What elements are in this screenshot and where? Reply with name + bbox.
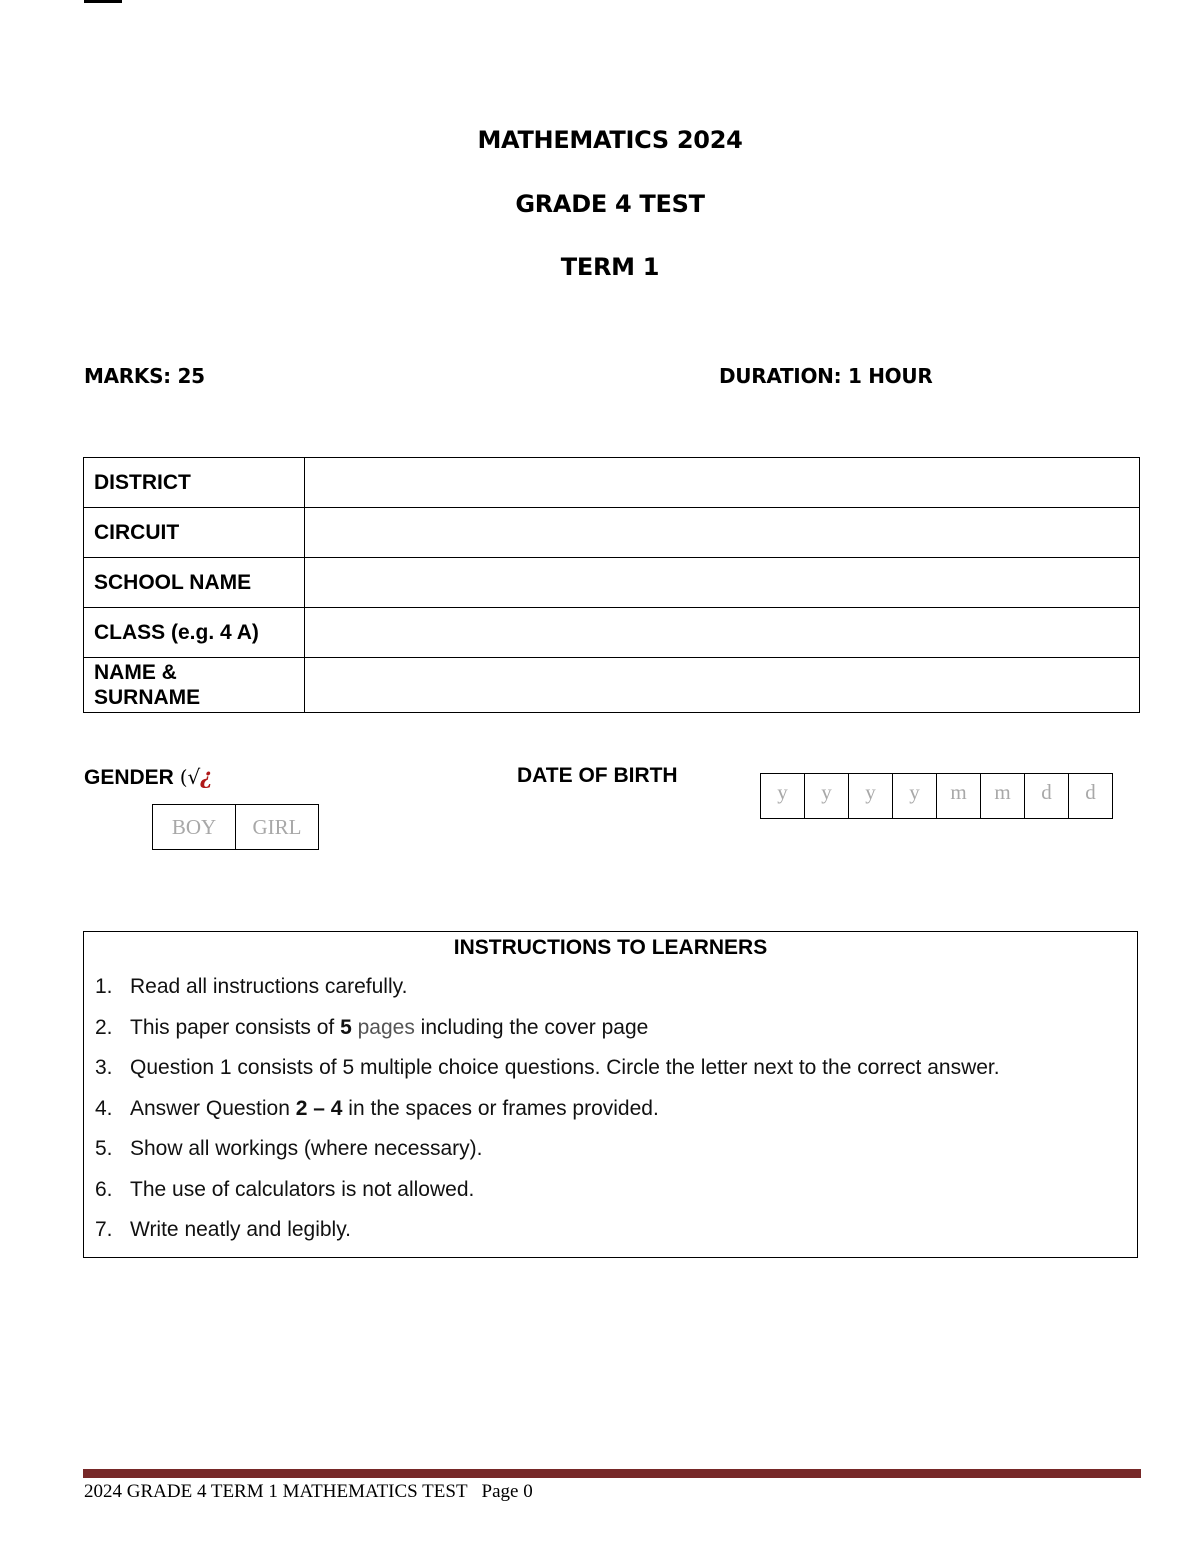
table-row xyxy=(84,508,1140,558)
table-row xyxy=(84,558,1140,608)
item-text xyxy=(130,1014,648,1042)
item-text-part: Answer Question xyxy=(130,1096,296,1120)
gender-selector xyxy=(152,804,319,850)
dob-month-box[interactable]: m xyxy=(981,774,1025,819)
tick-instruction: (√ xyxy=(179,765,201,789)
item-number: 7. xyxy=(95,1218,113,1241)
item-number: 5. xyxy=(95,1137,113,1160)
item-text-bold: 2 – 4 xyxy=(295,1096,343,1120)
dob-year-box[interactable]: y xyxy=(893,774,937,819)
marks-label: MARKS: 25 xyxy=(84,364,205,388)
item-text-part: including the cover page xyxy=(414,1015,649,1039)
name-label-line2: SURNAME xyxy=(94,686,201,709)
school-name-field[interactable] xyxy=(305,558,1140,608)
table-row xyxy=(84,458,1140,508)
list-item xyxy=(84,1176,1137,1217)
school-name-label: SCHOOL NAME xyxy=(84,558,305,608)
list-item xyxy=(84,1014,1137,1055)
page-number: Page 0 xyxy=(481,1481,533,1502)
item-text: Question 1 consists of 5 multiple choice questions. Circle the letter next to the correct answer. xyxy=(130,1056,1000,1079)
gender-label xyxy=(84,764,213,790)
item-number: 2. xyxy=(95,1015,113,1039)
name-surname-label xyxy=(84,658,305,713)
instructions-list xyxy=(84,973,1137,1257)
list-item xyxy=(84,973,1137,1014)
table-row xyxy=(84,658,1140,713)
dob-day-box[interactable]: d xyxy=(1025,774,1069,819)
item-text xyxy=(130,1095,659,1123)
item-number: 4. xyxy=(95,1096,113,1120)
item-text-grey: pages xyxy=(351,1015,415,1039)
circuit-label: CIRCUIT xyxy=(84,508,305,558)
name-label-line1: NAME & xyxy=(94,661,177,684)
item-text: The use of calculators is not allowed. xyxy=(130,1177,475,1201)
gender-label-text: GENDER xyxy=(84,766,174,789)
dob-day-box[interactable]: d xyxy=(1069,774,1113,819)
grade-heading: GRADE 4 TEST xyxy=(515,190,705,218)
duration-label: DURATION: 1 HOUR xyxy=(719,364,933,388)
gender-option-boy[interactable]: BOY xyxy=(153,805,236,850)
district-field[interactable] xyxy=(305,458,1140,508)
item-number: 6. xyxy=(95,1177,113,1201)
dob-year-box[interactable]: y xyxy=(805,774,849,819)
footer-rule xyxy=(83,1469,1141,1478)
name-surname-field[interactable] xyxy=(305,658,1140,713)
footer xyxy=(84,1481,533,1503)
circuit-field[interactable] xyxy=(305,508,1140,558)
document-title: MATHEMATICS 2024 xyxy=(477,126,743,154)
class-field[interactable] xyxy=(305,608,1140,658)
dob-year-box[interactable]: y xyxy=(849,774,893,819)
tick-mark-glyph: ¿ xyxy=(200,764,213,789)
list-item xyxy=(84,1135,1137,1176)
class-label: CLASS (e.g. 4 A) xyxy=(84,608,305,658)
list-item xyxy=(84,1216,1137,1257)
item-text-bold: 5 xyxy=(340,1015,352,1039)
instructions-heading: INSTRUCTIONS TO LEARNERS xyxy=(453,936,768,959)
district-label: DISTRICT xyxy=(84,458,305,508)
item-text: Write neatly and legibly. xyxy=(130,1218,352,1241)
item-number: 3. xyxy=(95,1056,113,1079)
item-text-part: in the spaces or frames provided. xyxy=(342,1096,659,1120)
table-row xyxy=(84,608,1140,658)
date-of-birth-boxes xyxy=(760,773,1113,819)
corner-mark xyxy=(84,0,122,3)
item-text: Read all instructions carefully. xyxy=(130,975,408,998)
dob-year-box[interactable]: y xyxy=(761,774,805,819)
item-number: 1. xyxy=(95,975,113,998)
item-text-part: This paper consists of xyxy=(130,1015,341,1039)
list-item xyxy=(84,1095,1137,1136)
list-item xyxy=(84,1054,1137,1095)
dob-month-box[interactable]: m xyxy=(937,774,981,819)
footer-title: 2024 GRADE 4 TERM 1 MATHEMATICS TEST xyxy=(84,1481,468,1502)
instructions-box xyxy=(83,931,1138,1258)
term-heading: TERM 1 xyxy=(560,253,660,281)
item-text: Show all workings (where necessary). xyxy=(130,1137,483,1160)
learner-details-table xyxy=(83,457,1140,713)
date-of-birth-label: DATE OF BIRTH xyxy=(517,764,678,787)
gender-option-girl[interactable]: GIRL xyxy=(236,805,319,850)
